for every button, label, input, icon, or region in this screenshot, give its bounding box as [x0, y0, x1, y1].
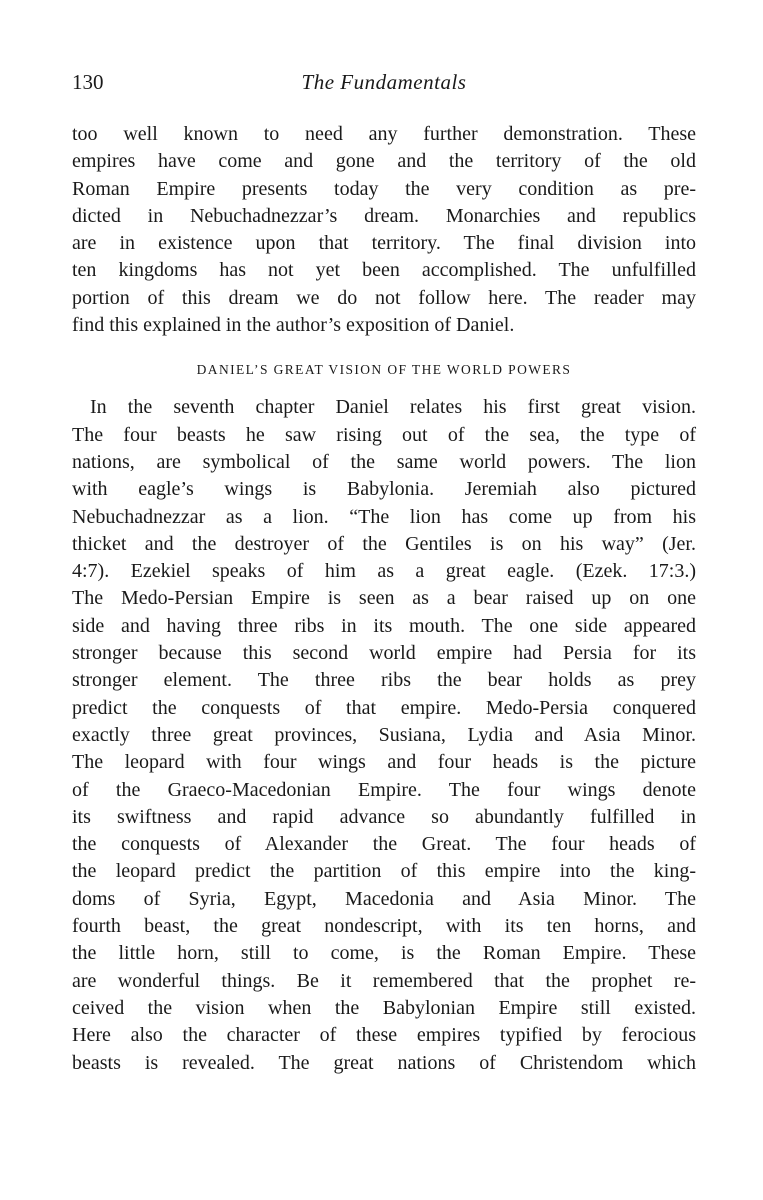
text-line: are wonderful things. Be it remembered that the prophet re- [72, 969, 696, 992]
text-line: nations, are symbolical of the same world powers. The lion [72, 450, 696, 473]
section-heading: DANIEL’S GREAT VISION OF THE WORLD POWERS [196, 362, 572, 378]
text-line: empires have come and gone and the territory of the old [72, 150, 696, 173]
text-line: The leopard with four wings and four heads is the picture [72, 751, 696, 774]
text-line: stronger element. The three ribs the bear holds as prey [72, 669, 696, 692]
text-line: Roman Empire presents today the very condition as pre- [72, 177, 696, 200]
text-line: are in existence upon that territory. The final division into [72, 232, 696, 255]
text-line: fourth beast, the great nondescript, with its ten horns, and [72, 915, 696, 938]
text-line: the little horn, still to come, is the Roman Empire. These [72, 942, 696, 965]
book-page [72, 70, 696, 1077]
text-line: its swiftness and rapid advance so abundantly fulfilled in [72, 805, 696, 828]
paragraph-vision [72, 394, 696, 1076]
text-line: stronger because this second world empire had Persia for its [72, 642, 696, 665]
text-line: portion of this dream we do not follow here. The reader may [72, 286, 696, 309]
text-line: doms of Syria, Egypt, Macedonia and Asia Minor. The [72, 887, 696, 910]
text-line: ceived the vision when the Babylonian Empire still existed. [72, 996, 696, 1019]
text-line: ten kingdoms has not yet been accomplished. The unfulfilled [72, 259, 696, 282]
text-line: Nebuchadnezzar as a lion. “The lion has come up from his [72, 505, 696, 528]
text-line: Here also the character of these empires typified by ferocious [72, 1024, 696, 1047]
text-line: of the Graeco-Macedonian Empire. The four wings denote [72, 778, 696, 801]
page-number: 130 [72, 70, 104, 94]
text-line: the leopard predict the partition of this empire into the king- [72, 860, 696, 883]
text-line: the conquests of Alexander the Great. The four heads of [72, 833, 696, 856]
text-line: 4:7). Ezekiel speaks of him as a great eagle. (Ezek. 17:3.) [72, 560, 696, 583]
text-line: In the seventh chapter Daniel relates his first great vision. [90, 396, 696, 419]
text-line: The four beasts he saw rising out of the sea, the type of [72, 423, 696, 446]
text-line: side and having three ribs in its mouth. The one side appeared [72, 614, 696, 637]
running-head [72, 70, 696, 102]
text-line: with eagle’s wings is Babylonia. Jeremiah also pictured [72, 478, 696, 501]
text-line: predict the conquests of that empire. Medo-Persia conquered [72, 696, 696, 719]
text-line: find this explained in the author’s exposition of Daniel. [72, 314, 515, 337]
text-line: too well known to need any further demonstration. These [72, 123, 696, 145]
text-line: thicket and the destroyer of the Gentiles is on his way” (Jer. [72, 532, 696, 555]
text-line: The Medo-Persian Empire is seen as a bear raised up on one [72, 587, 696, 610]
text-line: beasts is revealed. The great nations of Christendom which [72, 1051, 696, 1074]
paragraph-continuation [72, 121, 696, 339]
text-line: exactly three great provinces, Susiana, Lydia and Asia Minor. [72, 723, 696, 746]
running-title: The Fundamentals [301, 70, 467, 94]
text-line: dicted in Nebuchadnezzar’s dream. Monarchies and republics [72, 204, 696, 227]
